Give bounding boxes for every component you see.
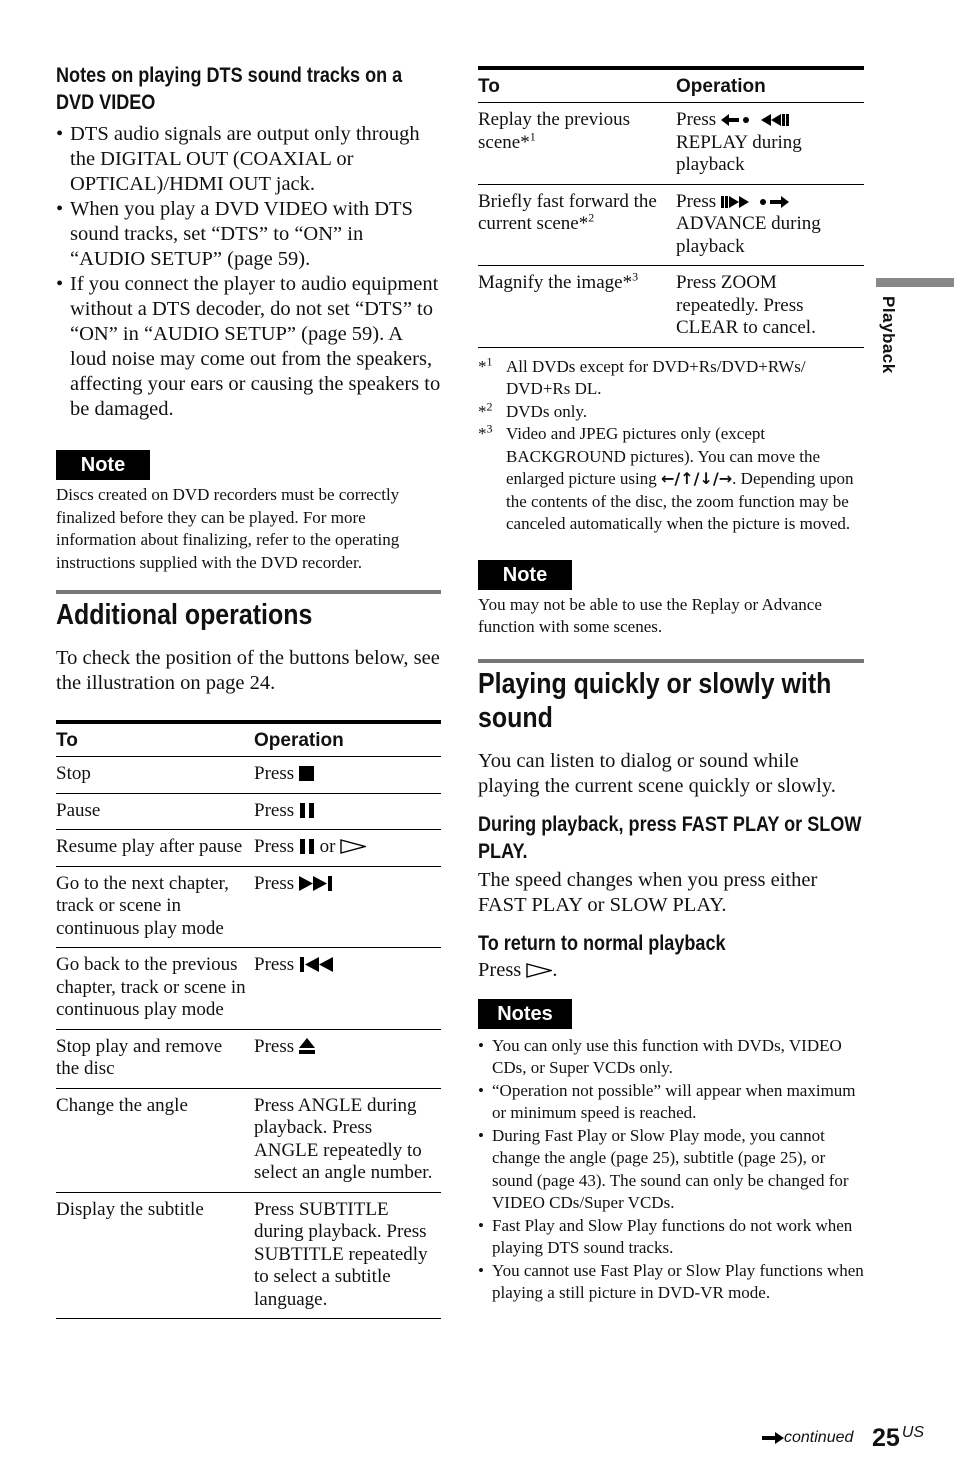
notes-list [478,1035,864,1305]
list-item: • When you play a DVD VIDEO with DTS sound tracks, set “DTS” to “ON” in “AUDIO SETUP” (page 59). [56,197,441,272]
play-icon [526,963,552,978]
table-cell: Press [254,948,441,1030]
section-intro: You can listen to dialog or sound while playing the current scene quickly or slowly. [478,749,836,797]
return-text: Press . [478,958,558,981]
note-label: Note [478,560,572,590]
continued-label: continued [762,1429,853,1447]
notes-box [478,999,864,1305]
table-cell: Press ZOOM repeatedly. Press CLEAR to cancel. [676,266,864,348]
table-cell: Stop [56,757,254,794]
footnote: *$^3$ Video and JPEG pictures only (except BACKGROUND pictures). You can move the enlarged picture using ←/↑/↓/→. Depending upon the contents of the disc, the zoom function may be canceled automatically when the picture is moved. [478,421,854,533]
additional-operations-section [56,590,441,696]
pause-icon [299,839,315,854]
table-cell: Briefly fast forward the current scene*$^2$ [478,184,676,266]
step-heading: During playback, press FAST PLAY or SLOW PLAY. [478,812,862,863]
table-cell: Magnify the image*$^3$ [478,266,676,348]
table-cell: Press [254,757,441,794]
table-cell: Change the angle [56,1088,254,1192]
table-row [56,1192,441,1319]
table-row [56,866,441,948]
table-cell: Press [254,793,441,830]
table-cell: Press REPLAY during playback [676,103,864,185]
next-icon [299,876,333,891]
footnote: *$^1$ All DVDs except for DVD+Rs/DVD+RWs/ DVD+Rs DL. [478,353,806,398]
section-heading: Playing quickly or slowly with sound [478,667,832,734]
table-cell: Resume play after pause [56,830,254,867]
section-rule [478,659,864,663]
step-text: The speed changes when you press either FAST PLAY or SLOW PLAY. [478,868,818,916]
right-column [478,66,864,1305]
dts-notes-list [56,122,441,422]
replay-zoom-table [478,66,864,348]
table-row [56,948,441,1030]
table-cell: Press [254,866,441,948]
table-cell: Replay the previous scene*$^1$ [478,103,676,185]
section-heading: Additional operations [56,599,313,631]
sidebar-tab-bar [876,278,954,287]
section-rule [56,590,441,594]
operations-table [56,720,441,1319]
table-cell: Go back to the previous chapter, track or scene in continuous play mode [56,948,254,1030]
table-cell: Go to the next chapter, track or scene in continuous play mode [56,866,254,948]
notes-label: Notes [478,999,572,1029]
table-cell: Stop play and remove the disc [56,1029,254,1088]
list-item: • Fast Play and Slow Play functions do not work when playing DTS sound tracks. [478,1215,864,1260]
dts-notes-heading: Notes on playing DTS sound tracks on a DVD VIDEO [56,64,403,114]
column-header-to: To [478,68,676,103]
column-header-operation: Operation [254,722,441,757]
table-row [56,757,441,794]
footnote: *$^2$ DVDs only. [478,398,588,421]
left-column [56,62,441,1319]
table-row [56,793,441,830]
eject-icon [299,1038,315,1054]
section-intro: To check the position of the buttons below, see the illustration on page 24. [56,647,440,694]
table-cell: Press [254,1029,441,1088]
table-row [478,184,864,266]
table-row [56,830,441,867]
table-cell: Press or [254,830,441,867]
list-item: • You can only use this function with DVDs, VIDEO CDs, or Super VCDs only. [478,1035,864,1080]
return-heading: To return to normal playback [478,931,726,955]
page-number: 25 $^{US}$ [872,1424,925,1452]
note-box [478,560,864,639]
table-row [478,103,864,185]
table-row [56,1029,441,1088]
sidebar-tab-label: Playback [879,296,898,374]
column-header-to: To [56,722,254,757]
playing-section [478,659,864,983]
list-item: • DTS audio signals are output only through the DIGITAL OUT (COAXIAL or OPTICAL)/HDMI OUT jack. [56,122,441,197]
note-text: You may not be able to use the Replay or Advance function with some scenes. [478,594,822,636]
prev-icon [299,957,333,972]
table-cell: Pause [56,793,254,830]
replay-icon [721,113,789,127]
arrow-right-icon [762,1432,784,1444]
column-header-operation: Operation [676,68,864,103]
list-item: • You cannot use Fast Play or Slow Play functions when playing a still picture in DVD-VR mode. [478,1260,864,1305]
table-row [56,1088,441,1192]
table-cell: Press ANGLE during playback. Press ANGLE repeatedly to select an angle number. [254,1088,441,1192]
footnotes [478,353,864,536]
stop-icon [299,766,314,781]
table-row [478,266,864,348]
list-item: • “Operation not possible” will appear when maximum or minimum speed is reached. [478,1080,864,1125]
advance-icon [721,195,793,209]
note-text: Discs created on DVD recorders must be correctly finalized before they can be played. For more information about finalizing, refer to the operating instructions supplied with the DVD recorder. [56,485,400,572]
pause-icon [299,803,315,818]
table-cell: Press ADVANCE during playback [676,184,864,266]
table-cell: Display the subtitle [56,1192,254,1319]
arrow-keys-icon: ←/↑/↓/→ [661,469,733,488]
list-item: • If you connect the player to audio equipment without a DTS decoder, do not set “DTS” to “ON” in “AUDIO SETUP” (page 59). A loud noise may come out from the speakers, affecting your ears or causing the speakers to be damaged. [56,272,441,422]
table-cell: Press SUBTITLE during playback. Press SUBTITLE repeatedly to select a subtitle language. [254,1192,441,1319]
list-item: • During Fast Play or Slow Play mode, you cannot change the angle (page 25), subtitle (page 25), or sound (page 43). The sound can only be changed for VIDEO CDs/Super VCDs. [478,1125,864,1215]
play-icon [340,839,366,854]
note-label: Note [56,450,150,480]
note-box [56,450,441,574]
